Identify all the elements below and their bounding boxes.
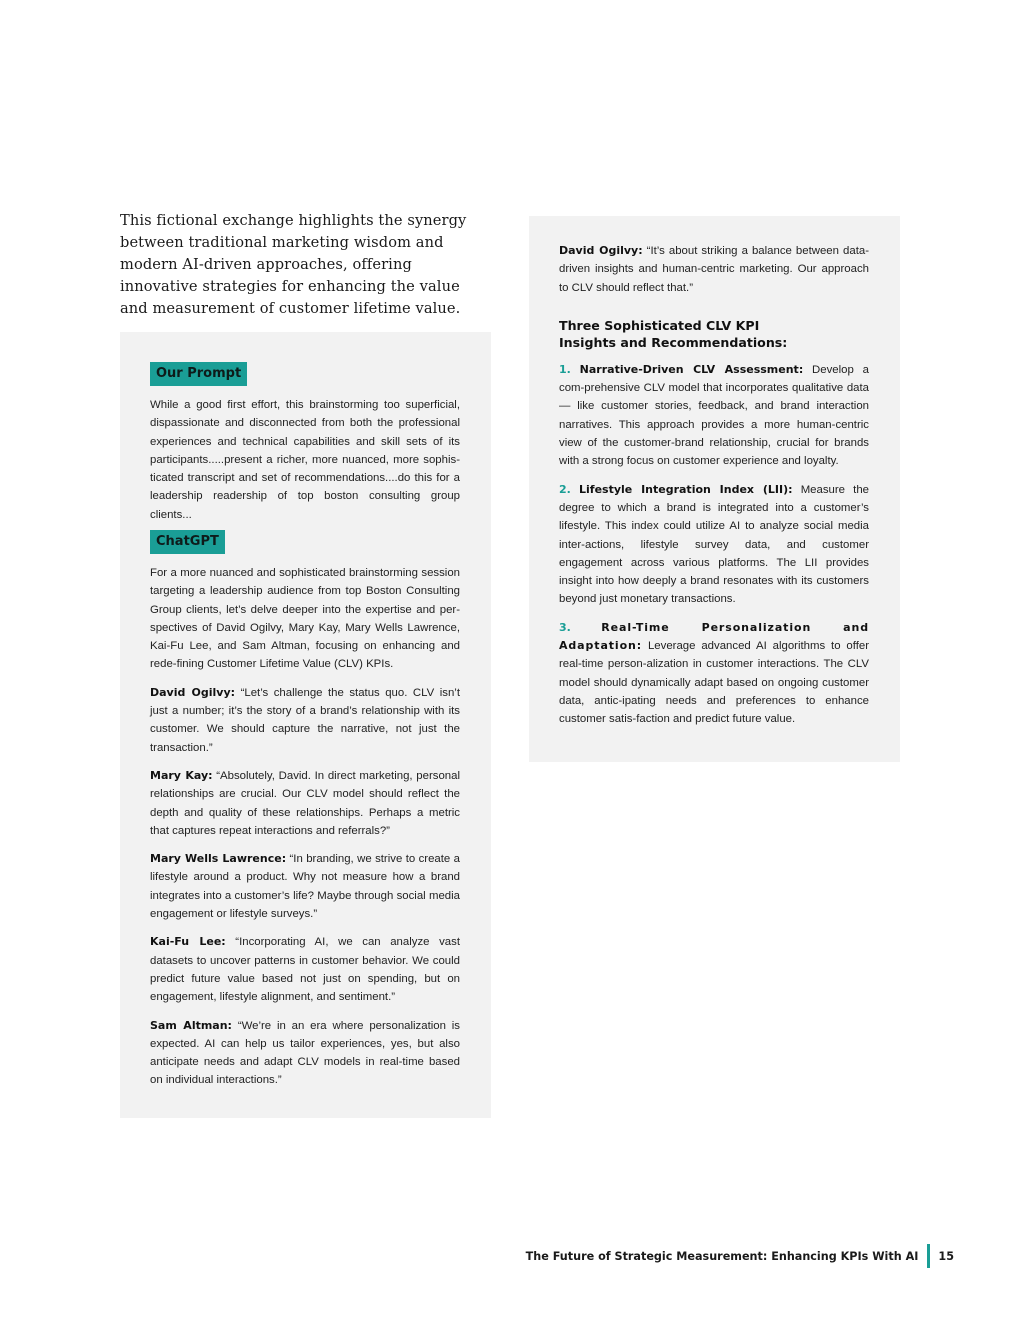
intro-paragraph: This fictional exchange highlights the synergy between traditional marketing wisdom and modern AI-driven approaches, offering innovative strategies for enhancing the value and measurement of customer lifetime value. [120,212,467,317]
page-number: 15 [938,1249,954,1263]
quote-kai-fu-lee [150,933,460,1006]
speaker-name: Kai-Fu Lee: [150,935,226,949]
item-text: Measure the degree to which a brand is integrated into a customer’s lifestyle. This index could utilize AI to analyze social media inter-actions, lifestyle survey data, and customer engagement across various platforms. The LII provides insight into how deeply a brand resonates with its customers beyond just monetary transactions. [559,483,869,606]
speaker-name: Sam Altman: [150,1018,232,1032]
quote-text: “Let’s challenge the status quo. CLV isn’t just a number; it’s the story of a brand’s relationship with its customer. We should capture the narrative, not just the transaction.” [150,686,460,754]
prompt-section [150,362,460,534]
speaker-name: Mary Kay: [150,768,213,782]
recommendations-content [559,242,869,739]
recommendations-panel [529,216,900,762]
quote-david-ogilvy [150,684,460,757]
recommendations-heading: Three Sophisticated CLV KPI Insights and Recommendations: [559,317,788,350]
recommendation-item [559,481,869,609]
chatgpt-tag: ChatGPT [150,530,225,554]
quote-text: “Absolutely, David. In direct marketing, personal relationships are crucial. Our CLV model should reflect the depth and quality of these relationships. Perhaps a metric that captures repeat interactions and referrals?” [150,769,460,837]
quote-mary-wells-lawrence [150,850,460,923]
recommendation-item [559,619,869,729]
our-prompt-tag: Our Prompt [150,362,247,386]
item-title: Lifestyle Integration Index (LII): [579,482,793,496]
quote-text: “Incorporating AI, we can analyze vast datasets to uncover patterns in customer behavior. We could predict future value based not just on spending, but on engagement, lifestyle alignment, and sentiment.” [150,936,460,1004]
item-text: Leverage advanced AI algorithms to offer real-time person-alization in customer interactions. The CLV model should dynamically adapt based on ongoing customer data, antic-ipating needs and preferences to enhance customer satis-faction and predict future value. [559,640,869,726]
quote-text: “We’re in an era where personalization is expected. AI can help us tailor experiences, yes, but also anticipate needs and adapt CLV models in real-time based on individual interactions.” [150,1019,460,1087]
footer-divider [927,1244,930,1268]
item-number: 2. [559,482,571,496]
quote-text: “In branding, we strive to create a lifestyle around a product. Why not measure how a brand integrates into a customer’s life? Maybe through social media engagement or lifestyle surveys.” [150,853,460,921]
chatgpt-section [150,530,460,1100]
recommendation-item [559,361,869,471]
speaker-name: David Ogilvy: [150,685,236,699]
item-title: Real-Time Personalization and Adaptation: [559,620,870,653]
quote-mary-kay [150,767,460,840]
quote-text: “It’s about striking a balance between data-driven insights and human-centric marketing. Our approach to CLV should reflect that.” [559,245,869,294]
speaker-name: Mary Wells Lawrence: [150,852,287,866]
item-number: 1. [559,362,571,376]
footer-title: The Future of Strategic Measurement: Enhancing KPIs With AI [525,1249,919,1263]
conversation-panel [120,332,491,1118]
item-title: Narrative-Driven CLV Assessment: [579,362,804,376]
chatgpt-intro: For a more nuanced and sophisticated brainstorming session targeting a leadership audience from top Boston Consulting Group clients, let’s delve deeper into the expertise and per-spectives of David Ogilvy, Mary Kay, Mary Wells Lawrence, Kai-Fu Lee, and Sam Altman, focusing on enhancing and rede-fining Customer Lifetime Value (CLV) KPIs. [150,567,460,671]
item-text: Develop a com-prehensive CLV model that incorporates qualitative data — like customer stories, feedback, and brand interaction narratives. This approach provides a more human-centric view of the customer-brand relationship, crucial for brands with a strong focus on customer experience and loyalty. [559,363,869,468]
quote-david-ogilvy-closing [559,242,869,297]
quote-sam-altman [150,1017,460,1090]
speaker-name: David Ogilvy: [559,244,643,257]
page-footer [526,1244,954,1268]
item-number: 3. [559,620,571,634]
prompt-text: While a good first effort, this brainstorming too superficial, dispassionate and disconnected from both the professional experiences and technical capabilities and skill sets of its participants.....present a richer, more nuanced, more sophis-ticated transcript and set of recommendations....do this for a leadership readership of top boston consulting group clients... [150,399,460,521]
